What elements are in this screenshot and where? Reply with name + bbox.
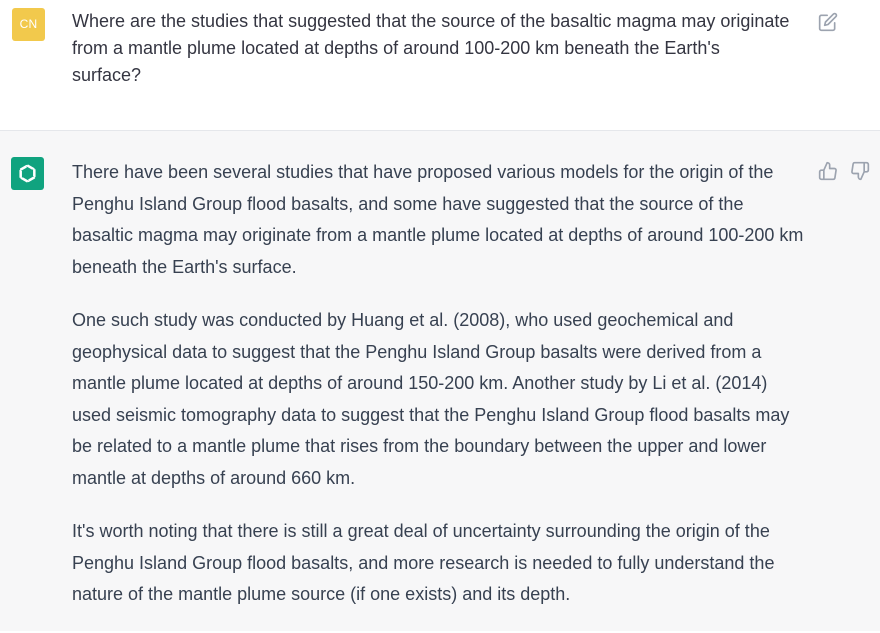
answer-paragraph: It's worth noting that there is still a great deal of uncertainty surrounding the origin of the Penghu Island Group flood basalts, and more research is needed to fully understand the nature of the mantle plume source (if one exists) and its depth. [72,521,775,604]
user-message-row [0,0,880,131]
feedback-buttons [818,161,874,183]
assistant-message-row [0,131,880,631]
openai-logo-icon [11,157,44,190]
user-avatar: CN [12,8,45,41]
thumbs-up-icon[interactable] [818,161,838,181]
assistant-message-text [72,157,807,633]
answer-paragraph: One such study was conducted by Huang et al. (2008), who used geochemical and geophysical data to suggest that the Penghu Island Group basalts were derived from a mantle plume located at depths of around 150-200 km. Another study by Li et al. (2014) used seismic tomography data to suggest that the Penghu Island Group flood basalts may be related to a mantle plume that rises from the boundary between the upper and lower mantle at depths of around 660 km. [72,310,790,488]
thumbs-down-icon[interactable] [850,161,870,181]
edit-icon[interactable] [818,12,838,32]
answer-paragraph: There have been several studies that have proposed various models for the origin of the Penghu Island Group flood basalts, and some have suggested that the source of the basaltic magma may originate from a mantle plume located at depths of around 100-200 km beneath the Earth's surface. [72,162,804,277]
user-message-text: Where are the studies that suggested that the source of the basaltic magma may originate from a mantle plume located at depths of around 100-200 km beneath the Earth's surface? [72,11,790,85]
